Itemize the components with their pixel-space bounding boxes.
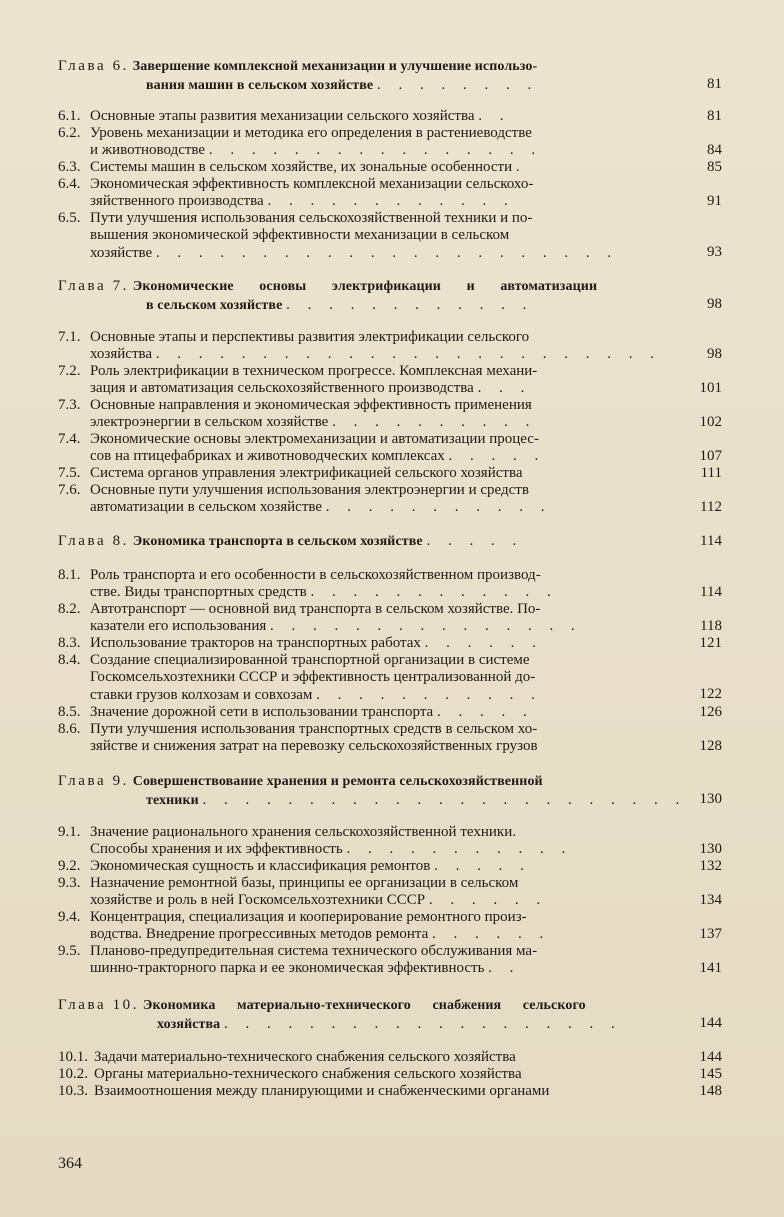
chapter-8-prefix: Глава 8.: [58, 533, 130, 549]
toc-entry-9-3: 9.3. Назначение ремонтной базы, принципы ее организации в сельском хозяйстве и роль в ней Госкомсельхозтехники СССР . . . . . . 134: [58, 875, 722, 909]
toc-entry-9-5: 9.5. Планово-предупредительная система технического обслуживания ма- шинно-тракторного парка и ее экономическая эффективность . . 141: [58, 943, 722, 977]
chapter-9-prefix: Глава 9.: [58, 773, 130, 789]
chapter-7-page: 98: [707, 296, 722, 312]
chapter-9-title-line-2: техники: [146, 793, 199, 808]
toc-entry-9-1: 9.1. Значение рационального хранения сельскохозяйственной техники. Способы хранения и их эффективность . . . . . . . . . . . 130: [58, 824, 722, 858]
toc-entry-7-6: 7.6. Основные пути улучшения использования электроэнергии и средств автоматизации в сельском хозяйстве . . . . . . . . . . . 112: [58, 482, 722, 516]
toc-entry-8-1: 8.1. Роль транспорта и его особенности в сельскохозяйственном производ- стве. Виды транспортных средств . . . . . . . . . . . . 114: [58, 567, 722, 601]
toc-entry-10-3: 10.3. Взаимоотношения между планирующими и снабженческими органами 148: [58, 1083, 722, 1099]
chapter-8-title-line-1: Экономика транспорта в сельском хозяйстве: [132, 534, 423, 549]
toc-entry-8-6: 8.6. Пути улучшения использования транспортных средств в сельском хо- зяйстве и снижения затрат на перевозку сельскохозяйственных грузов 128: [58, 721, 722, 755]
toc-entry-7-2: 7.2. Роль электрификации в техническом прогрессе. Комплексная механи- зация и автоматизация сельскохозяйственного производства . . . 101: [58, 363, 722, 397]
toc-entry-6-1: 6.1. Основные этапы развития механизации сельского хозяйства . . 81: [58, 108, 722, 124]
toc-entry-6-2: 6.2. Уровень механизации и методика его определения в растениеводстве и животноводстве . . . . . . . . . . . . . . . . 84: [58, 125, 722, 159]
chapter-9-page: 130: [699, 791, 722, 807]
chapter-7-prefix: Глава 7.: [58, 278, 130, 294]
chapter-8-heading: Глава 8. Экономика транспорта в сельском хозяйстве . . . . . 114: [58, 533, 722, 549]
chapter-7-title-line-1: Экономические основы электрификации и автоматизации: [132, 279, 598, 294]
toc-entry-7-5: 7.5. Система органов управления электрификацией сельского хозяйства 111: [58, 465, 722, 481]
chapter-7-heading: Глава 7. Экономические основы электрификации и автоматизации в сельском хозяйстве . . . . . . . . . . . . 98: [58, 278, 722, 313]
page-number: 364: [58, 1155, 82, 1172]
chapter-9-heading: Глава 9. Совершенствование хранения и ремонта сельскохозяйственной техники . . . . . . . . . . . . . . . . . . . . . . . 130: [58, 773, 722, 808]
toc-entry-7-1: 7.1. Основные этапы и перспективы развития электрификации сельского хозяйства . . . . . . . . . . . . . . . . . . . . . . . . 98: [58, 329, 722, 363]
chapter-10-title-line-2: хозяйства: [157, 1017, 221, 1032]
toc-entry-8-2: 8.2. Автотранспорт — основной вид транспорта в сельском хозяйстве. По- казатели его использования . . . . . . . . . . . . . . . 118: [58, 601, 722, 635]
toc-entry-8-4: 8.4. Создание специализированной транспортной организации в системе Госкомсельхозтехники СССР и эффективность централизованной до- ставки грузов колхозам и совхозам . . . . . . . . . . . 122: [58, 652, 722, 703]
toc-entry-6-4: 6.4. Экономическая эффективность комплексной механизации сельскохо- зяйственного производства . . . . . . . . . . . . 91: [58, 176, 722, 210]
toc-entry-6-5: 6.5. Пути улучшения использования сельскохозяйственной техники и по- вышения экономической эффективности механизации в сельском хозяйстве . . . . . . . . . . . . . . . . . . . . . . 93: [58, 210, 722, 261]
chapter-10-heading: Глава 10. Экономика материально-технического снабжения сельского хозяйства . . . . . . . . . . . . . . . . . . . 144: [58, 997, 722, 1032]
chapter-6-page: 81: [707, 76, 722, 92]
chapter-6-title-line-2: вания машин в сельском хозяйстве: [146, 78, 374, 93]
toc-entry-10-1: 10.1. Задачи материально-технического снабжения сельского хозяйства 144: [58, 1049, 722, 1065]
chapter-9-title-line-1: Совершенствование хранения и ремонта сельскохозяйственной: [132, 774, 543, 789]
toc-entry-8-5: 8.5. Значение дорожной сети в использовании транспорта . . . . . 126: [58, 704, 722, 720]
toc-entry-10-2: 10.2. Органы материально-технического снабжения сельского хозяйства 145: [58, 1066, 722, 1082]
chapter-6-title-line-1: Завершение комплексной механизации и улучшение использо-: [132, 59, 538, 74]
chapter-10-title-line-1: Экономика материально-технического снабжения сельского: [142, 998, 586, 1013]
chapter-8-page: 114: [700, 533, 722, 549]
toc-entry-8-3: 8.3. Использование тракторов на транспортных работах . . . . . . 121: [58, 635, 722, 651]
chapter-6-prefix: Глава 6.: [58, 58, 130, 74]
toc-entry-9-4: 9.4. Концентрация, специализация и кооперирование ремонтного произ- водства. Внедрение прогрессивных методов ремонта . . . . . . 137: [58, 909, 722, 943]
chapter-10-page: 144: [699, 1015, 722, 1031]
chapter-7-title-line-2: в сельском хозяйстве: [146, 298, 283, 313]
chapter-10-prefix: Глава 10.: [58, 997, 140, 1013]
toc-entry-7-3: 7.3. Основные направления и экономическая эффективность применения электроэнергии в сельском хозяйстве . . . . . . . . . . 102: [58, 397, 722, 431]
toc-entry-7-4: 7.4. Экономические основы электромеханизации и автоматизации процес- сов на птицефабриках и животноводческих комплексах . . . . . 107: [58, 431, 722, 465]
toc-entry-6-3: 6.3. Системы машин в сельском хозяйстве, их зональные особенности . 85: [58, 159, 722, 175]
toc-entry-9-2: 9.2. Экономическая сущность и классификация ремонтов . . . . . 132: [58, 858, 722, 874]
chapter-6-heading: Глава 6. Завершение комплексной механизации и улучшение использо- вания машин в сельском хозяйстве . . . . . . . . 81: [58, 58, 722, 93]
